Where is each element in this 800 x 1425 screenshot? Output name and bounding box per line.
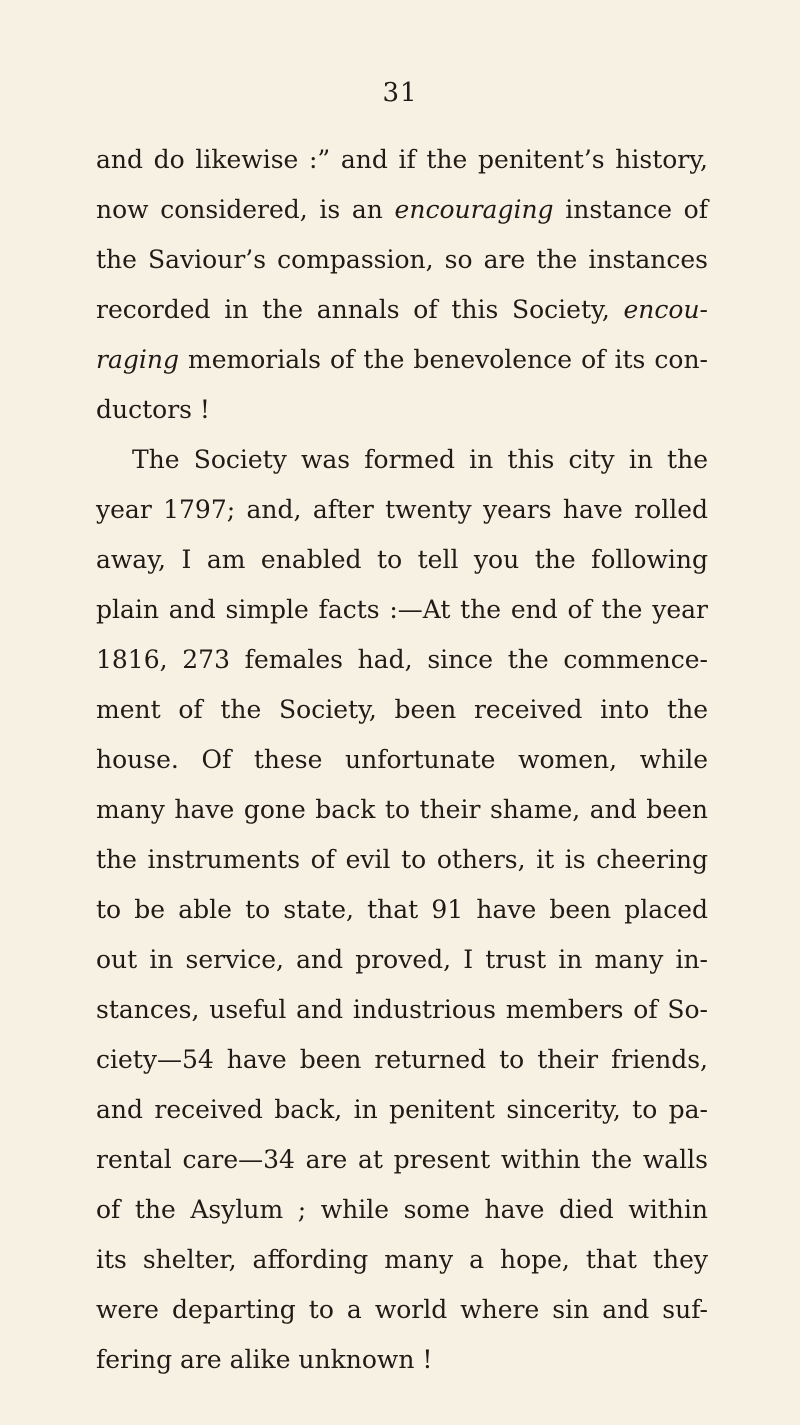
text-segment: of the Asylum ; while some have died within — [96, 1195, 708, 1224]
text-segment: now considered, is an — [96, 195, 395, 224]
text-segment: instance of — [553, 195, 708, 224]
text-line — [96, 785, 708, 835]
text-segment: were departing to a world where sin and suf- — [96, 1295, 708, 1324]
text-line — [96, 1085, 708, 1135]
text-segment: out in service, and proved, I trust in many in- — [96, 945, 708, 974]
text-line — [96, 385, 708, 435]
text-line — [96, 1335, 708, 1385]
text-line — [96, 1185, 708, 1235]
text-line — [96, 685, 708, 735]
text-segment: 1816, 273 females had, since the commence- — [96, 645, 708, 674]
text-segment: the instruments of evil to others, it is cheering — [96, 845, 708, 874]
text-line — [96, 985, 708, 1035]
text-segment: the Saviour’s compassion, so are the instances — [96, 245, 708, 274]
text-line — [96, 885, 708, 935]
text-segment: stances, useful and industrious members of So- — [96, 995, 708, 1024]
text-line — [96, 735, 708, 785]
text-line — [96, 185, 708, 235]
text-segment: ciety—54 have been returned to their friends, — [96, 1045, 708, 1074]
text-segment: many have gone back to their shame, and been — [96, 795, 708, 824]
text-line — [96, 935, 708, 985]
text-line — [96, 435, 708, 485]
text-segment: its shelter, affording many a hope, that they — [96, 1245, 708, 1274]
text-segment: fering are alike unknown ! — [96, 1345, 433, 1374]
text-segment: away, I am enabled to tell you the following — [96, 545, 708, 574]
text-line — [96, 635, 708, 685]
text-line — [96, 135, 708, 185]
text-line — [96, 835, 708, 885]
text-line — [96, 1035, 708, 1085]
text-line — [96, 1235, 708, 1285]
text-segment: and do likewise :” and if the penitent’s history, — [96, 145, 708, 174]
text-segment: recorded in the annals of this Society, — [96, 295, 624, 324]
text-segment: to be able to state, that 91 have been placed — [96, 895, 708, 924]
text-line — [96, 585, 708, 635]
body-text — [96, 135, 708, 1385]
text-segment: ment of the Society, been received into the — [96, 695, 708, 724]
text-line — [96, 485, 708, 535]
text-segment: memorials of the benevolence of its con- — [178, 345, 708, 374]
italic-text-segment: raging — [96, 345, 179, 374]
italic-text-segment: encou- — [623, 295, 708, 324]
text-line — [96, 235, 708, 285]
text-segment: rental care—34 are at present within the walls — [96, 1145, 708, 1174]
text-segment: ductors ! — [96, 395, 210, 424]
italic-text-segment: encouraging — [394, 195, 554, 224]
text-segment: The Society was formed in this city in the — [132, 445, 708, 474]
text-line — [96, 1135, 708, 1185]
text-segment: plain and simple facts :—At the end of the year — [96, 595, 708, 624]
text-line — [96, 335, 708, 385]
text-segment: house. Of these unfortunate women, while — [96, 745, 708, 774]
text-segment: year 1797; and, after twenty years have rolled — [96, 495, 708, 524]
text-line — [96, 285, 708, 335]
text-line — [96, 1285, 708, 1335]
text-segment: and received back, in penitent sincerity, to pa- — [96, 1095, 708, 1124]
text-line — [96, 535, 708, 585]
page-number: 31 — [382, 78, 418, 108]
